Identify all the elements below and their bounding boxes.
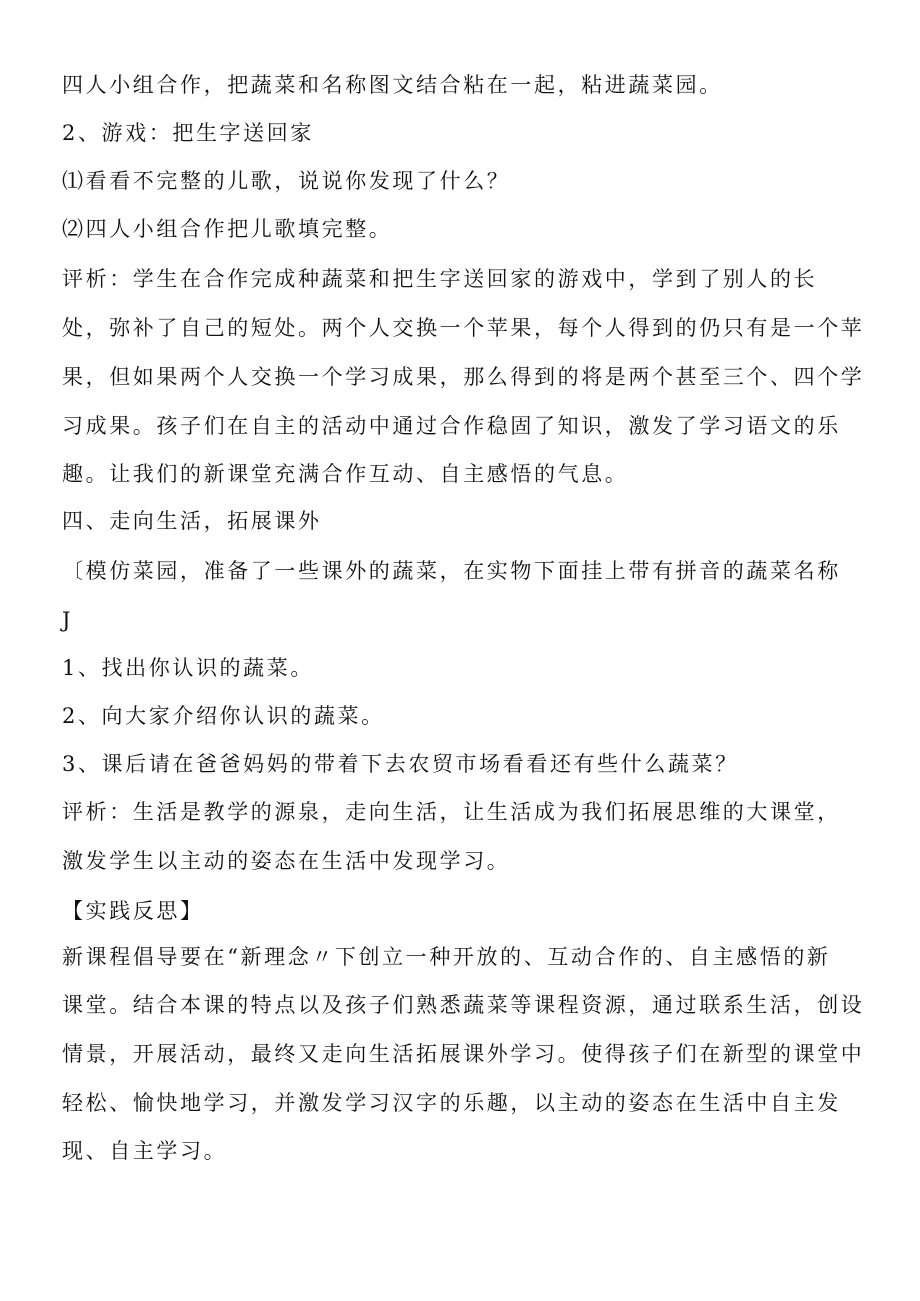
- commentary-line: 评析：学生在合作完成种蔬菜和把生字送回家的游戏中，学到了别人的长: [62, 267, 818, 291]
- paragraph-line: 〔模仿菜园，准备了一些课外的蔬菜，在实物下面挂上带有拼音的蔬菜名称: [62, 559, 841, 583]
- reflection-line: 课堂。结合本课的特点以及孩子们熟悉蔬菜等课程资源，通过联系生活，创设: [62, 993, 865, 1017]
- list-item: 3、课后请在爸爸妈妈的带着下去农贸市场看看还有些什么蔬菜？: [62, 752, 739, 776]
- reflection-line: 现、自主学习。: [62, 1139, 228, 1163]
- commentary-line: 处，弥补了自己的短处。两个人交换一个苹果，每个人得到的仍只有是一个苹: [62, 316, 865, 340]
- paragraph-line: 四人小组合作，把蔬菜和名称图文结合粘在一起，粘进蔬菜园。: [62, 73, 723, 97]
- list-item: 2、向大家介绍你认识的蔬菜。: [62, 704, 385, 728]
- list-item: ⑴看看不完整的儿歌，说说你发现了什么？: [62, 169, 511, 193]
- reflection-line: 新课程倡导要在“新理念〃下创立一种开放的、互动合作的、自主感悟的新: [62, 945, 831, 969]
- list-item: ⑵四人小组合作把儿歌填完整。: [62, 217, 393, 241]
- paragraph-line: J: [62, 608, 74, 632]
- section-heading: 【实践反思】: [62, 899, 204, 923]
- reflection-line: 轻松、愉快地学习，并激发学习汉字的乐趣，以主动的姿态在生活中自主发: [62, 1091, 841, 1115]
- reflection-line: 情景，开展活动，最终又走向生活拓展课外学习。使得孩子们在新型的课堂中: [62, 1042, 865, 1066]
- commentary-line: 评析：生活是教学的源泉，走向生活，让生活成为我们拓展思维的大课堂，: [62, 800, 841, 824]
- commentary-line: 趣。让我们的新课堂充满合作互动、自主感悟的气息。: [62, 462, 629, 486]
- commentary-line: 习成果。孩子们在自主的活动中通过合作稳固了知识，激发了学习语文的乐: [62, 414, 841, 438]
- section-heading: 四、走向生活，拓展课外: [62, 509, 322, 533]
- section-heading: 2、游戏：把生字送回家: [62, 121, 314, 145]
- list-item: 1、找出你认识的蔬菜。: [62, 656, 314, 680]
- commentary-line: 果，但如果两个人交换一个学习成果，那么得到的将是两个甚至三个、四个学: [62, 365, 865, 389]
- commentary-line: 激发学生以主动的姿态在生活中发现学习。: [62, 849, 511, 873]
